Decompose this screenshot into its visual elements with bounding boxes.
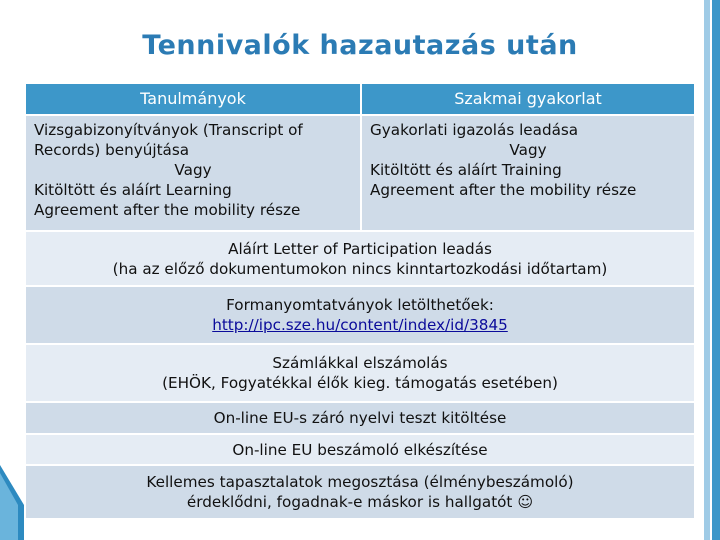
report-cell: On-line EU beszámoló elkészítése (25, 434, 695, 465)
table-row (25, 231, 695, 286)
table-row (25, 434, 695, 465)
forms-download-link[interactable]: http://ipc.sze.hu/content/index/id/3845 (212, 316, 508, 334)
invoices-line: Számlákkal elszámolás (272, 354, 448, 372)
studies-line: Vizsgabizonyítványok (Transcript of (34, 121, 303, 139)
language-test-cell: On-line EU-s záró nyelvi teszt kitöltése (25, 402, 695, 434)
experiences-line: érdeklődni, fogadnak-e máskor is hallgatót ☺ (186, 493, 534, 511)
corner-decoration-bottom-left (0, 465, 26, 540)
participation-line: Aláírt Letter of Participation leadás (228, 239, 492, 258)
experiences-cell (25, 465, 695, 519)
invoices-note: (EHÖK, Fogyatékkal élők kieg. támogatás esetében) (162, 374, 558, 392)
edge-decoration-right (698, 0, 720, 540)
table-row (25, 344, 695, 402)
table-header-row (25, 83, 695, 115)
studies-line: Kitöltött és aláírt Learning (34, 181, 232, 199)
header-studies: Tanulmányok (25, 83, 361, 115)
invoices-cell (25, 344, 695, 402)
forms-line: Formanyomtatványok letölthetőek: (226, 296, 494, 314)
table-row (25, 465, 695, 519)
internship-line: Gyakorlati igazolás leadása (370, 121, 579, 139)
studies-line: Records) benyújtása (34, 141, 190, 159)
table-row (25, 115, 695, 231)
internship-cell (361, 115, 695, 231)
table-row (25, 402, 695, 434)
page-title: Tennivalók hazautazás után (142, 30, 578, 61)
table-row (25, 286, 695, 344)
studies-line: Agreement after the mobility része (34, 201, 301, 219)
forms-cell (25, 286, 695, 344)
or-label: Vagy (509, 141, 547, 159)
internship-line: Kitöltött és aláírt Training (370, 161, 562, 179)
internship-line: Agreement after the mobility része (370, 181, 637, 199)
experiences-line: Kellemes tapasztalatok megosztása (élménybeszámoló) (146, 473, 574, 491)
studies-cell (25, 115, 361, 231)
tasks-table (24, 82, 696, 520)
participation-cell (25, 231, 695, 286)
header-internship: Szakmai gyakorlat (361, 83, 695, 115)
or-label: Vagy (174, 161, 212, 179)
participation-note: (ha az előző dokumentumokon nincs kinntartozkodási időtartam) (112, 259, 608, 278)
